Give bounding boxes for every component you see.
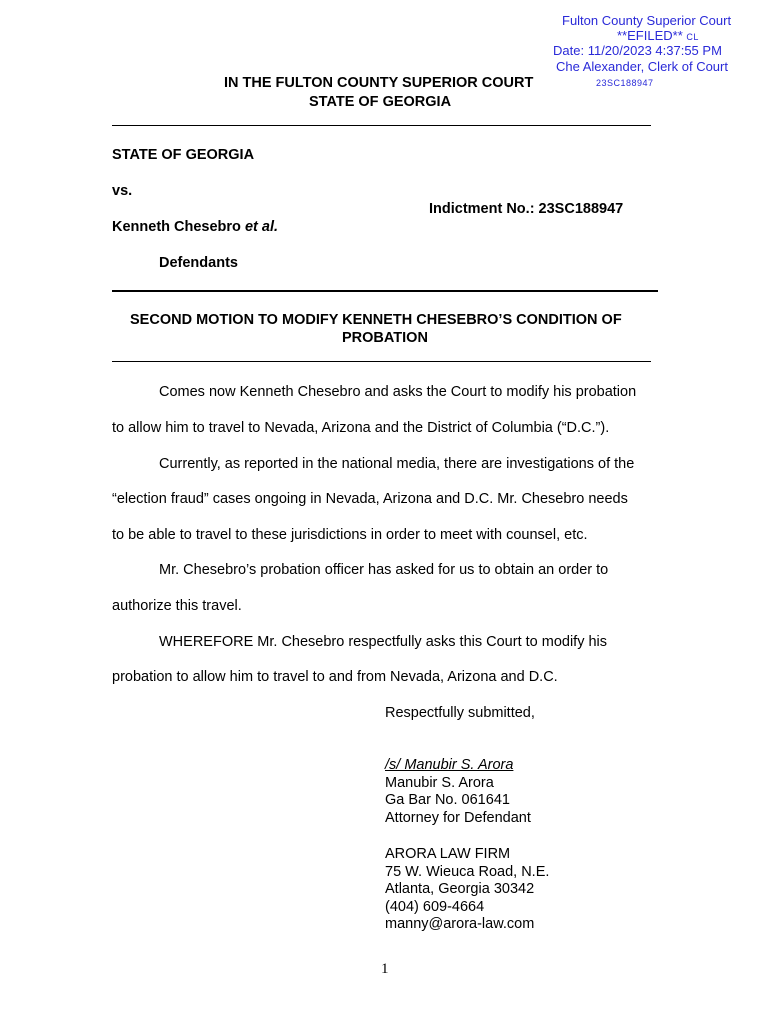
motion-title-line1: SECOND MOTION TO MODIFY KENNETH CHESEBRO’S CONDITION OF <box>130 312 622 328</box>
defendants-label: Defendants <box>159 255 238 271</box>
firm-address-2: Atlanta, Georgia 30342 <box>385 881 535 897</box>
bar-number: Ga Bar No. 061641 <box>385 792 510 808</box>
stamp-date <box>553 43 722 58</box>
e-signature: /s/ Manubir S. Arora <box>385 757 514 773</box>
state-heading: STATE OF GEORGIA <box>309 94 452 110</box>
caption-bottom-rule <box>112 290 658 292</box>
closing: Respectfully submitted, <box>385 705 535 721</box>
defendant-line <box>112 219 278 235</box>
body-line-8: WHEREFORE Mr. Chesebro respectfully asks this Court to modify his <box>159 634 608 650</box>
attorney-name: Manubir S. Arora <box>385 774 494 791</box>
body-line-6: Mr. Chesebro’s probation officer has asked for us to obtain an order to <box>159 562 609 578</box>
attorney-role: Attorney for Defendant <box>385 809 531 826</box>
signature-block <box>385 757 531 827</box>
firm-name: ARORA LAW FIRM <box>385 846 511 862</box>
firm-phone: (404) 609-4664 <box>385 898 485 915</box>
body-line-7: authorize this travel. <box>112 598 242 614</box>
stamp-initials: CL <box>686 32 699 42</box>
defendant-name: Kenneth Chesebro <box>112 219 241 235</box>
body-line-2: to allow him to travel to Nevada, Arizona and the District of Columbia (“D.C.”). <box>112 420 610 436</box>
stamp-case-number: 23SC188947 <box>596 78 654 88</box>
body-line-3: Currently, as reported in the national media, there are investigations of the <box>159 456 635 472</box>
stamp-date-label: Date: <box>553 43 585 58</box>
stamp-date-value: 11/20/2023 4:37:55 PM <box>587 43 722 58</box>
versus-label: vs. <box>112 183 133 199</box>
body-line-5: to be able to travel to these jurisdictions in order to meet with counsel, etc. <box>112 527 588 543</box>
stamp-court: Fulton County Superior Court <box>562 13 732 28</box>
indictment-number: Indictment No.: 23SC188947 <box>429 201 624 217</box>
body-line-1: Comes now Kenneth Chesebro and asks the Court to modify his probation <box>159 384 637 400</box>
firm-block <box>385 846 549 934</box>
stamp-efiled-text: **EFILED** <box>617 28 683 43</box>
title-rule <box>112 361 651 362</box>
body-line-4: “election fraud” cases ongoing in Nevada, Arizona and D.C. Mr. Chesebro needs <box>112 491 628 507</box>
page-number: 1 <box>381 961 389 977</box>
motion-title-line2: PROBATION <box>342 330 428 346</box>
body-line-9: probation to allow him to travel to and from Nevada, Arizona and D.C. <box>112 669 558 685</box>
court-heading: IN THE FULTON COUNTY SUPERIOR COURT <box>224 75 534 91</box>
plaintiff-name: STATE OF GEORGIA <box>112 147 255 163</box>
stamp-clerk: Che Alexander, Clerk of Court <box>556 59 728 74</box>
firm-email: manny@arora-law.com <box>385 916 535 932</box>
caption-top-rule <box>112 125 651 126</box>
defendant-suffix: et al. <box>244 219 278 235</box>
firm-address-1: 75 W. Wieuca Road, N.E. <box>385 863 550 880</box>
